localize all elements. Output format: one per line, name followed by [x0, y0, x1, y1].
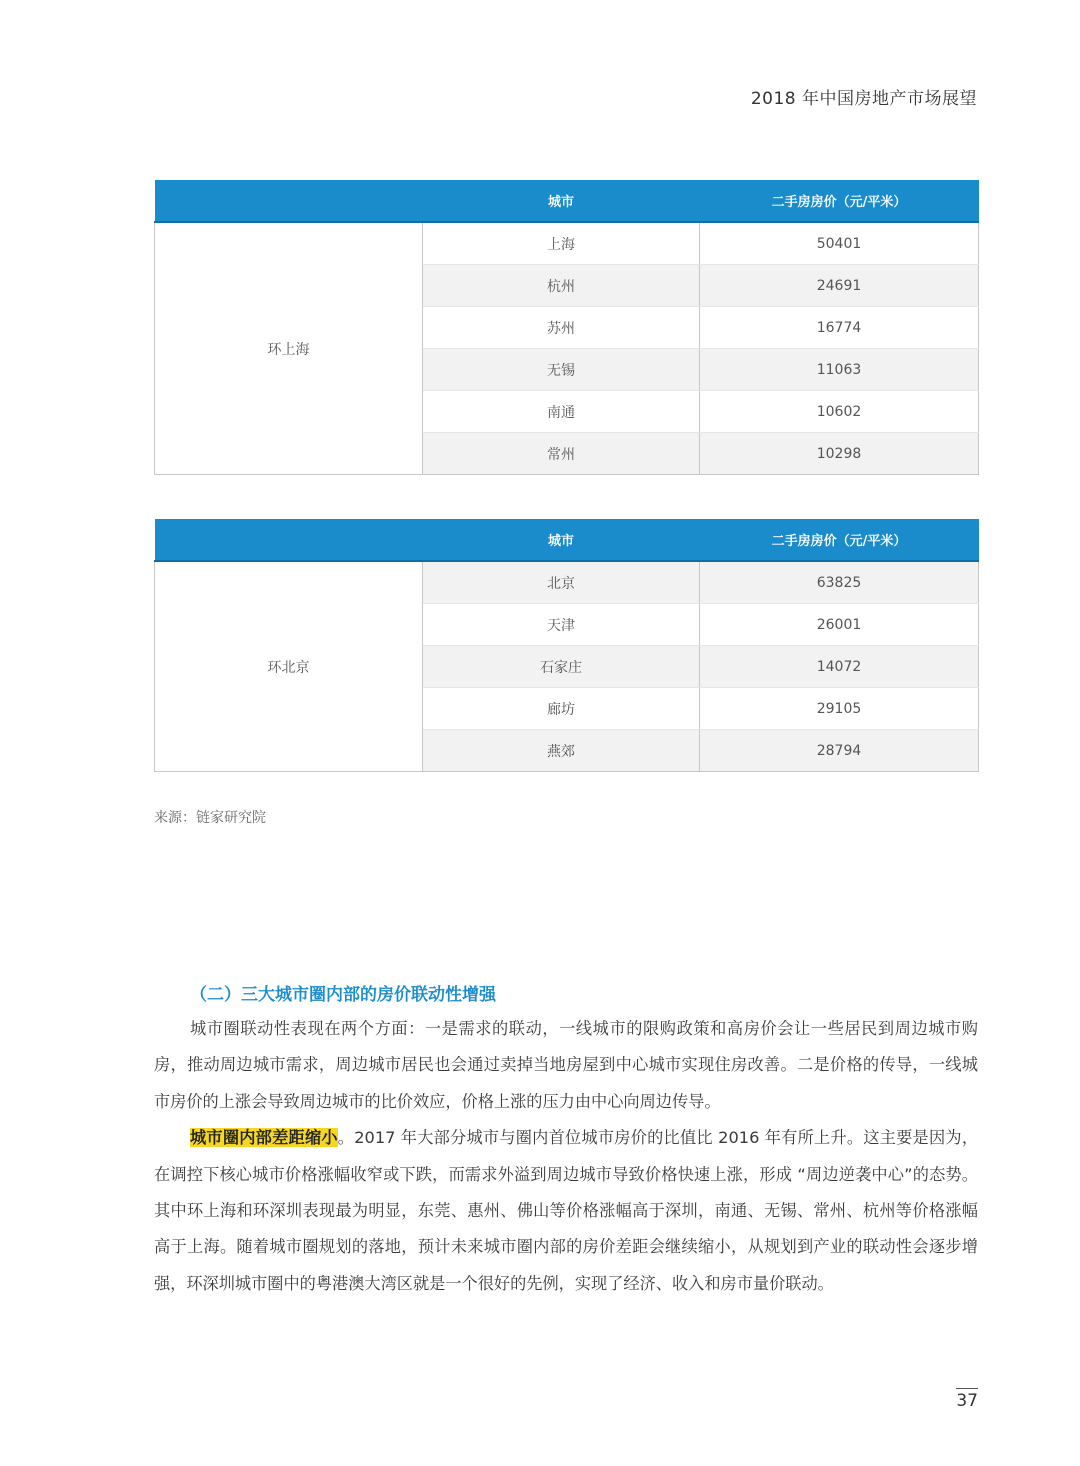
city-cell: 上海: [423, 222, 700, 265]
price-cell: 11063: [700, 349, 979, 391]
document-header-title: 2018 年中国房地产市场展望: [750, 89, 977, 109]
price-cell: 24691: [700, 265, 979, 307]
beijing-price-table: [154, 519, 979, 772]
price-cell: 10602: [700, 391, 979, 433]
city-cell: 常州: [423, 433, 700, 475]
region-cell: 环上海: [155, 222, 423, 475]
header-city-cell: 城市: [423, 519, 700, 561]
section-heading: （二）三大城市圈内部的房价联动性增强: [190, 985, 496, 1005]
table-header-row: [155, 180, 979, 222]
price-cell: 10298: [700, 433, 979, 475]
city-cell: 廊坊: [423, 688, 700, 730]
price-cell: 29105: [700, 688, 979, 730]
paragraph-2-text: 。2017 年大部分城市与圈内首位城市房价的比值比 2016 年有所上升。这主要是因为，在调控下核心城市价格涨幅收窄或下跌，而需求外溢到周边城市导致价格快速上涨，形成 “周边逆袭中心”的态势。其中环上海和环深圳表现最为明显，东莞、惠州、佛山等价格涨幅高于深圳，南通、无锡、常州、杭州等价格涨幅高于上海。随着城市圈规划的落地，预计未来城市圈内部的房价差距会继续缩小，从规划到产业的联动性会逐步增强，环深圳城市圈中的粤港澳大湾区就是一个很好的先例，实现了经济、收入和房市量价联动。: [154, 1128, 979, 1293]
header-city-cell: 城市: [423, 180, 700, 222]
city-cell: 燕郊: [423, 730, 700, 772]
price-cell: 14072: [700, 646, 979, 688]
price-cell: 63825: [700, 561, 979, 604]
header-price-cell: 二手房房价（元/平米）: [700, 519, 979, 561]
source-note: 来源：链家研究院: [154, 810, 266, 826]
region-cell: 环北京: [155, 561, 423, 772]
table-row: [155, 222, 979, 265]
price-cell: 50401: [700, 222, 979, 265]
body-text: [154, 1011, 978, 1302]
city-cell: 杭州: [423, 265, 700, 307]
header-price-cell: 二手房房价（元/平米）: [700, 180, 979, 222]
city-cell: 石家庄: [423, 646, 700, 688]
paragraph-1: 城市圈联动性表现在两个方面：一是需求的联动，一线城市的限购政策和高房价会让一些居民到周边城市购房，推动周边城市需求，周边城市居民也会通过卖掉当地房屋到中心城市实现住房改善。二是价格的传导，一线城市房价的上涨会导致周边城市的比价效应，价格上涨的压力由中心向周边传导。: [154, 1019, 978, 1111]
table-row: [155, 561, 979, 604]
city-cell: 无锡: [423, 349, 700, 391]
price-cell: 16774: [700, 307, 979, 349]
price-cell: 28794: [700, 730, 979, 772]
city-cell: 南通: [423, 391, 700, 433]
city-cell: 苏州: [423, 307, 700, 349]
city-cell: 天津: [423, 604, 700, 646]
header-region-cell: [155, 180, 423, 222]
city-cell: 北京: [423, 561, 700, 604]
page-number: 37: [956, 1388, 978, 1411]
table-header-row: [155, 519, 979, 561]
shanghai-price-table: [154, 180, 979, 475]
paragraph-2: [154, 1120, 978, 1302]
highlighted-phrase: 城市圈内部差距缩小: [190, 1128, 338, 1148]
header-region-cell: [155, 519, 423, 561]
price-cell: 26001: [700, 604, 979, 646]
